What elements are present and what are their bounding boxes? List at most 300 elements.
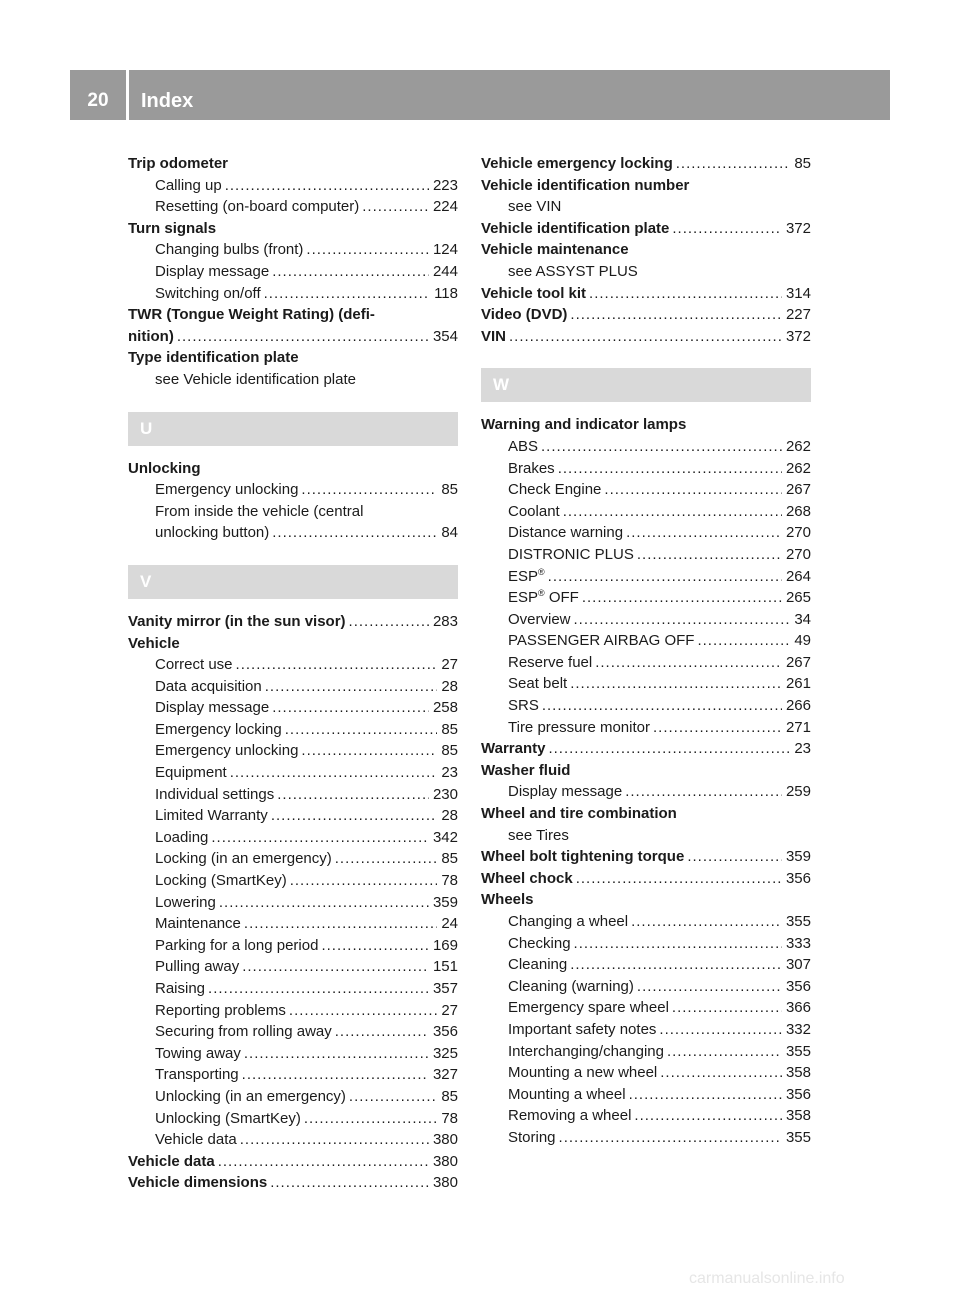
entry-label: Type identification plate <box>128 349 299 367</box>
page-reference[interactable]: 85 <box>437 740 458 762</box>
entry-label: Tire pressure monitor <box>508 717 653 739</box>
index-subentry[interactable] <box>481 1062 811 1084</box>
page-reference[interactable]: 325 <box>429 1043 458 1065</box>
index-subentry[interactable] <box>128 956 458 978</box>
page-reference[interactable]: 27 <box>437 1000 458 1022</box>
index-subentry <box>481 196 811 218</box>
dot-leader <box>558 458 782 480</box>
entry-label: see Vehicle identification plate <box>155 370 356 388</box>
dot-leader <box>634 1105 782 1127</box>
dot-leader <box>277 784 429 806</box>
dot-leader <box>218 1151 429 1173</box>
dot-leader <box>242 1064 429 1086</box>
entry-label: Interchanging/changing <box>508 1041 667 1063</box>
entry-label: Vehicle maintenance <box>481 241 629 259</box>
entry-label: Washer fluid <box>481 761 571 779</box>
page-reference[interactable]: 356 <box>782 868 811 890</box>
page-number: 20 <box>70 70 126 120</box>
page-reference[interactable]: 380 <box>429 1172 458 1194</box>
page-reference[interactable]: 24 <box>437 913 458 935</box>
entry-label: Vehicle <box>128 634 180 652</box>
entry-label: Wheel chock <box>481 868 576 890</box>
page-reference[interactable]: 227 <box>782 304 811 326</box>
page-reference[interactable]: 84 <box>437 522 458 544</box>
page-reference[interactable]: 355 <box>782 911 811 933</box>
dot-leader <box>208 978 429 1000</box>
index-entry[interactable] <box>128 1172 458 1194</box>
registered-mark: ® <box>538 566 545 577</box>
page-reference[interactable]: 23 <box>437 762 458 784</box>
index-entry <box>128 347 458 369</box>
page-reference[interactable]: 268 <box>782 501 811 523</box>
index-subentry[interactable] <box>481 695 811 717</box>
index-subentry[interactable] <box>128 892 458 914</box>
page-title: Index <box>141 90 194 112</box>
dot-leader <box>589 283 782 305</box>
entry-label: see VIN <box>508 198 562 216</box>
entry-label: Equipment <box>155 762 230 784</box>
page-reference[interactable]: 27 <box>437 654 458 676</box>
page-reference[interactable]: 307 <box>782 954 811 976</box>
index-subentry[interactable] <box>128 1021 458 1043</box>
entry-label: From inside the vehicle (central <box>155 502 364 520</box>
entry-label: Reserve fuel <box>508 652 595 674</box>
entry-label: Storing <box>508 1127 559 1149</box>
entry-label: Locking (in an emergency) <box>155 848 335 870</box>
page-reference[interactable]: 357 <box>429 978 458 1000</box>
index-subentry[interactable] <box>128 196 458 218</box>
entry-label: ABS <box>508 436 541 458</box>
dot-leader <box>637 544 782 566</box>
page-reference[interactable]: 358 <box>782 1105 811 1127</box>
entry-label: nition) <box>128 326 177 348</box>
dot-leader <box>629 1084 782 1106</box>
dot-leader <box>660 1062 782 1084</box>
page-reference[interactable]: 372 <box>782 218 811 240</box>
index-subentry[interactable] <box>128 261 458 283</box>
entry-label: Emergency unlocking <box>155 479 301 501</box>
page-reference[interactable]: 356 <box>429 1021 458 1043</box>
index-subentry[interactable] <box>481 976 811 998</box>
page-reference[interactable]: 333 <box>782 933 811 955</box>
page-reference[interactable]: 258 <box>429 697 458 719</box>
index-entry[interactable] <box>128 1151 458 1173</box>
entry-label: Overview <box>508 609 574 631</box>
page-reference[interactable]: 380 <box>429 1151 458 1173</box>
section-letter-v: V <box>128 565 458 599</box>
dot-leader <box>570 304 782 326</box>
page-reference[interactable]: 28 <box>437 805 458 827</box>
entry-label: Loading <box>155 827 211 849</box>
entry-label: Distance warning <box>508 522 626 544</box>
entry-label: Warranty <box>481 738 548 760</box>
dot-leader <box>301 740 437 762</box>
dot-leader <box>687 846 782 868</box>
entry-label: SRS <box>508 695 542 717</box>
page-reference[interactable]: 23 <box>790 738 811 760</box>
index-subentry[interactable] <box>128 1086 458 1108</box>
index-subentry[interactable] <box>128 827 458 849</box>
index-entry[interactable] <box>128 611 458 633</box>
dot-leader <box>667 1041 782 1063</box>
page-reference[interactable]: 244 <box>429 261 458 283</box>
entry-label: Video (DVD) <box>481 304 570 326</box>
index-column-left <box>128 153 458 1194</box>
index-subentry[interactable] <box>128 1129 458 1151</box>
entry-label: Seat belt <box>508 673 570 695</box>
dot-leader <box>697 630 790 652</box>
entry-label: VIN <box>481 326 509 348</box>
dot-leader <box>541 436 782 458</box>
page-reference[interactable]: 266 <box>782 695 811 717</box>
page-reference[interactable]: 358 <box>782 1062 811 1084</box>
entry-label: Locking (SmartKey) <box>155 870 290 892</box>
dot-leader <box>570 673 782 695</box>
header-divider <box>126 70 129 120</box>
dot-leader <box>240 1129 429 1151</box>
index-subentry <box>128 369 458 391</box>
entry-label: Vehicle data <box>128 1151 218 1173</box>
index-subentry[interactable] <box>481 566 811 588</box>
entry-label: Unlocking <box>128 459 201 477</box>
entry-label: Mounting a new wheel <box>508 1062 660 1084</box>
index-entry <box>481 803 811 825</box>
entry-label: Check Engine <box>508 479 604 501</box>
index-subentry[interactable] <box>128 697 458 719</box>
page-reference[interactable]: 380 <box>429 1129 458 1151</box>
entry-label: Changing bulbs (front) <box>155 239 306 261</box>
index-subentry[interactable] <box>481 1105 811 1127</box>
index-subentry[interactable] <box>481 717 811 739</box>
dot-leader <box>563 501 782 523</box>
entry-label: Vehicle tool kit <box>481 283 589 305</box>
page-reference[interactable]: 124 <box>429 239 458 261</box>
entry-label: Mounting a wheel <box>508 1084 629 1106</box>
page-reference[interactable]: 34 <box>790 609 811 631</box>
index-entry[interactable] <box>481 846 811 868</box>
index-subentry[interactable] <box>481 673 811 695</box>
section-letter-u: U <box>128 412 458 446</box>
page-reference[interactable]: 223 <box>429 175 458 197</box>
dot-leader <box>576 868 782 890</box>
index-subentry[interactable] <box>481 1084 811 1106</box>
page-reference[interactable]: 224 <box>429 196 458 218</box>
entry-label: ESP® OFF <box>508 587 582 609</box>
index-entry[interactable] <box>128 326 458 348</box>
index-entry <box>128 458 458 480</box>
entry-label: unlocking button) <box>155 522 272 544</box>
index-subentry[interactable] <box>128 1043 458 1065</box>
dot-leader <box>672 218 782 240</box>
index-subentry[interactable] <box>128 1064 458 1086</box>
dot-leader <box>264 283 430 305</box>
index-subentry[interactable] <box>128 913 458 935</box>
dot-leader <box>230 762 438 784</box>
watermark: carmanualsonline.info <box>689 1270 845 1287</box>
index-entry <box>128 304 458 326</box>
index-subentry[interactable] <box>128 978 458 1000</box>
index-entry[interactable] <box>481 218 811 240</box>
dot-leader <box>242 956 429 978</box>
dot-leader <box>244 913 437 935</box>
dot-leader <box>625 781 782 803</box>
index-subentry[interactable] <box>128 870 458 892</box>
page-reference[interactable]: 267 <box>782 479 811 501</box>
dot-leader <box>631 911 782 933</box>
entry-label: Trip odometer <box>128 155 229 172</box>
entry-label: TWR (Tongue Weight Rating) (defi- <box>128 306 375 324</box>
entry-label: Checking <box>508 933 574 955</box>
page-reference[interactable]: 270 <box>782 544 811 566</box>
page-reference[interactable]: 261 <box>782 673 811 695</box>
index-subentry <box>128 501 458 523</box>
page-reference[interactable]: 355 <box>782 1041 811 1063</box>
dot-leader <box>676 153 791 175</box>
entry-label: Transporting <box>155 1064 242 1086</box>
index-subentry[interactable] <box>481 933 811 955</box>
index-subentry[interactable] <box>481 630 811 652</box>
index-subentry[interactable] <box>481 479 811 501</box>
index-subentry[interactable] <box>128 283 458 305</box>
page-reference[interactable]: 230 <box>429 784 458 806</box>
index-subentry[interactable] <box>128 762 458 784</box>
entry-label: Towing away <box>155 1043 244 1065</box>
entry-label: ESP® <box>508 566 548 588</box>
entry-label: Cleaning (warning) <box>508 976 637 998</box>
page-reference[interactable]: 151 <box>429 956 458 978</box>
entry-label: PASSENGER AIRBAG OFF <box>508 630 697 652</box>
index-column-right <box>481 153 811 1149</box>
entry-label: Emergency unlocking <box>155 740 301 762</box>
page-reference[interactable]: 85 <box>437 1086 458 1108</box>
dot-leader <box>177 326 429 348</box>
page-reference[interactable]: 283 <box>429 611 458 633</box>
dot-leader <box>289 1000 437 1022</box>
index-subentry[interactable] <box>481 1127 811 1149</box>
index-subentry[interactable] <box>481 522 811 544</box>
dot-leader <box>285 719 438 741</box>
page-reference[interactable]: 366 <box>782 997 811 1019</box>
page-reference[interactable]: 355 <box>782 1127 811 1149</box>
entry-label: Parking for a long period <box>155 935 321 957</box>
page-reference[interactable]: 78 <box>437 1108 458 1130</box>
entry-label: see Tires <box>508 826 569 844</box>
dot-leader <box>637 976 782 998</box>
index-subentry[interactable] <box>481 652 811 674</box>
entry-label: Correct use <box>155 654 236 676</box>
page-reference[interactable]: 267 <box>782 652 811 674</box>
page-reference[interactable]: 118 <box>430 283 458 305</box>
index-subentry[interactable] <box>128 175 458 197</box>
section-letter-w: W <box>481 368 811 402</box>
dot-leader <box>272 261 429 283</box>
page-reference[interactable]: 359 <box>429 892 458 914</box>
page-reference[interactable]: 262 <box>782 436 811 458</box>
entry-label: DISTRONIC PLUS <box>508 544 637 566</box>
entry-label: Limited Warranty <box>155 805 271 827</box>
index-entry[interactable] <box>481 283 811 305</box>
dot-leader <box>653 717 782 739</box>
index-subentry[interactable] <box>128 848 458 870</box>
entry-label: Unlocking (SmartKey) <box>155 1108 304 1130</box>
page-reference[interactable]: 271 <box>782 717 811 739</box>
index-subentry[interactable] <box>481 458 811 480</box>
entry-label: Individual settings <box>155 784 277 806</box>
index-subentry[interactable] <box>128 654 458 676</box>
index-entry[interactable] <box>481 304 811 326</box>
dot-leader <box>626 522 782 544</box>
dot-leader <box>570 954 782 976</box>
dot-leader <box>574 609 791 631</box>
index-entry[interactable] <box>481 153 811 175</box>
index-subentry[interactable] <box>481 781 811 803</box>
dot-leader <box>271 805 438 827</box>
dot-leader <box>335 1021 429 1043</box>
index-subentry[interactable] <box>128 676 458 698</box>
entry-label: Raising <box>155 978 208 1000</box>
index-entry <box>128 153 458 175</box>
index-subentry[interactable] <box>128 479 458 501</box>
index-subentry[interactable] <box>128 1108 458 1130</box>
index-subentry[interactable] <box>481 997 811 1019</box>
entry-label: Cleaning <box>508 954 570 976</box>
index-subentry[interactable] <box>128 805 458 827</box>
page-reference[interactable]: 270 <box>782 522 811 544</box>
entry-label: Vehicle dimensions <box>128 1172 270 1194</box>
page-reference[interactable]: 49 <box>790 630 811 652</box>
page-reference[interactable]: 265 <box>782 587 811 609</box>
entry-label: Wheel and tire combination <box>481 805 677 823</box>
page-reference[interactable]: 264 <box>782 566 811 588</box>
index-subentry[interactable] <box>481 1019 811 1041</box>
index-subentry[interactable] <box>128 1000 458 1022</box>
page-reference[interactable]: 85 <box>437 848 458 870</box>
entry-label: Important safety notes <box>508 1019 659 1041</box>
page-reference[interactable]: 28 <box>437 676 458 698</box>
entry-label: Data acquisition <box>155 676 265 698</box>
page-reference[interactable]: 85 <box>437 719 458 741</box>
entry-label: Wheel bolt tightening torque <box>481 846 687 868</box>
index-subentry[interactable] <box>481 1041 811 1063</box>
index-entry <box>481 889 811 911</box>
dot-leader <box>265 676 438 698</box>
page-reference[interactable]: 169 <box>429 935 458 957</box>
entry-label: Pulling away <box>155 956 242 978</box>
page-reference[interactable]: 356 <box>782 1084 811 1106</box>
entry-label: Display message <box>508 781 625 803</box>
index-entry[interactable] <box>481 738 811 760</box>
dot-leader <box>349 1086 437 1108</box>
dot-leader <box>244 1043 429 1065</box>
page-reference[interactable]: 78 <box>437 870 458 892</box>
dot-leader <box>559 1127 782 1149</box>
page-reference[interactable]: 85 <box>437 479 458 501</box>
entry-label: Coolant <box>508 501 563 523</box>
dot-leader <box>270 1172 429 1194</box>
page-reference[interactable]: 259 <box>782 781 811 803</box>
dot-leader <box>349 611 429 633</box>
entry-label: Vehicle identification number <box>481 176 690 194</box>
entry-label: Changing a wheel <box>508 911 631 933</box>
index-subentry[interactable] <box>481 911 811 933</box>
index-subentry[interactable] <box>128 719 458 741</box>
entry-label: Display message <box>155 261 272 283</box>
entry-label: Turn signals <box>128 219 217 237</box>
index-entry[interactable] <box>481 326 811 348</box>
entry-label: Vanity mirror (in the sun visor) <box>128 611 349 633</box>
page-reference[interactable]: 332 <box>782 1019 811 1041</box>
index-entry[interactable] <box>481 868 811 890</box>
page-reference[interactable]: 354 <box>429 326 458 348</box>
index-subentry[interactable] <box>481 436 811 458</box>
entry-label: see ASSYST PLUS <box>508 262 638 280</box>
index-subentry[interactable] <box>481 544 811 566</box>
entry-label: Vehicle data <box>155 1129 240 1151</box>
dot-leader <box>225 175 429 197</box>
page-header <box>70 70 890 120</box>
entry-label: Securing from rolling away <box>155 1021 335 1043</box>
dot-leader <box>304 1108 437 1130</box>
dot-leader <box>272 697 429 719</box>
entry-label: Reporting problems <box>155 1000 289 1022</box>
entry-label: Warning and indicator lamps <box>481 416 687 434</box>
page-reference[interactable]: 262 <box>782 458 811 480</box>
index-subentry[interactable] <box>481 501 811 523</box>
page-reference[interactable]: 314 <box>782 283 811 305</box>
entry-label: Emergency spare wheel <box>508 997 672 1019</box>
index-subentry[interactable] <box>128 239 458 261</box>
dot-leader <box>604 479 782 501</box>
dot-leader <box>362 196 429 218</box>
index-subentry[interactable] <box>128 935 458 957</box>
entry-label: Removing a wheel <box>508 1105 634 1127</box>
entry-label: Unlocking (in an emergency) <box>155 1086 349 1108</box>
entry-label: Emergency locking <box>155 719 285 741</box>
page-reference[interactable]: 359 <box>782 846 811 868</box>
page-reference[interactable]: 372 <box>782 326 811 348</box>
page-reference[interactable]: 85 <box>790 153 811 175</box>
dot-leader <box>542 695 782 717</box>
index-subentry[interactable] <box>481 954 811 976</box>
index-subentry[interactable] <box>128 740 458 762</box>
index-entry <box>128 218 458 240</box>
dot-leader <box>211 827 429 849</box>
page-reference[interactable]: 342 <box>429 827 458 849</box>
index-entry <box>481 175 811 197</box>
dot-leader <box>290 870 438 892</box>
dot-leader <box>574 933 782 955</box>
page-reference[interactable]: 356 <box>782 976 811 998</box>
dot-leader <box>272 522 437 544</box>
page-reference[interactable]: 327 <box>429 1064 458 1086</box>
dot-leader <box>306 239 429 261</box>
entry-label: Lowering <box>155 892 219 914</box>
entry-label: Vehicle identification plate <box>481 218 672 240</box>
dot-leader <box>595 652 782 674</box>
index-subentry[interactable] <box>128 784 458 806</box>
index-subentry[interactable] <box>481 609 811 631</box>
index-subentry[interactable] <box>481 587 811 609</box>
entry-label: Display message <box>155 697 272 719</box>
index-subentry <box>481 825 811 847</box>
dot-leader <box>548 566 782 588</box>
index-entry <box>481 414 811 436</box>
index-subentry[interactable] <box>128 522 458 544</box>
entry-label: Maintenance <box>155 913 244 935</box>
entry-label: Vehicle emergency locking <box>481 153 676 175</box>
dot-leader <box>582 587 782 609</box>
index-entry <box>481 760 811 782</box>
